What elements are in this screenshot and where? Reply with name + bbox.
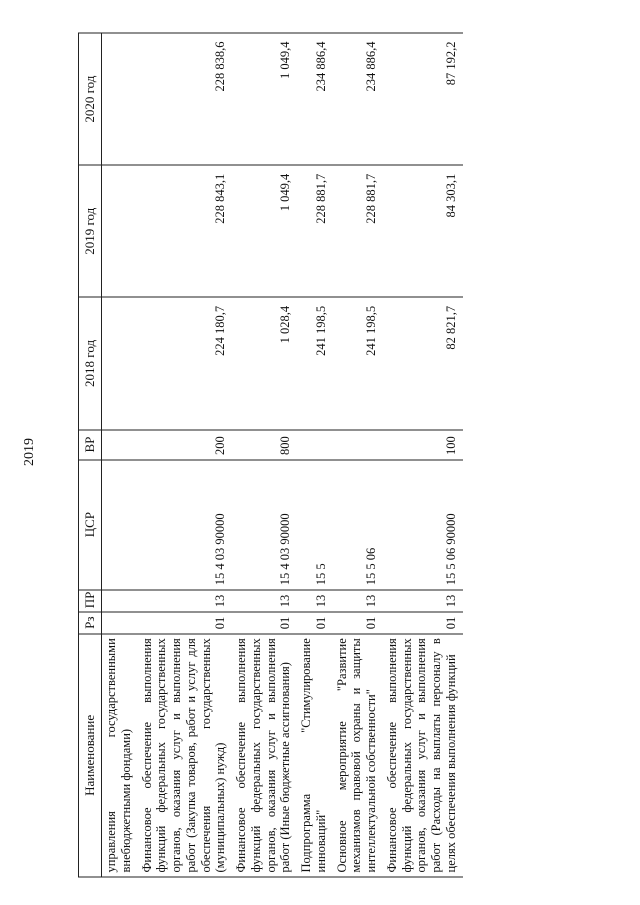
row-2018: 1 028,4	[232, 297, 297, 429]
header-csr: ЦСР	[79, 460, 102, 590]
budget-table-container	[78, 33, 606, 878]
row-csr: 15 5 06	[333, 460, 383, 590]
row-2018: 241 198,5	[297, 297, 333, 429]
row-2020: 228 838,6	[138, 33, 233, 165]
row-2019: 84 303,1	[383, 165, 463, 297]
row-rz: 01	[383, 612, 463, 634]
row-rz	[102, 612, 138, 634]
row-name: управления государственными внебюджетными фондами)	[102, 634, 138, 877]
row-rz: 01	[138, 612, 233, 634]
row-pr: 13	[297, 590, 333, 612]
table-row	[333, 33, 383, 877]
row-2020	[102, 33, 138, 165]
row-vr	[102, 430, 138, 460]
table-row	[297, 33, 333, 877]
row-pr	[102, 590, 138, 612]
row-vr: 200	[138, 430, 233, 460]
row-csr: 15 4 03 90000	[232, 460, 297, 590]
row-rz: 01	[297, 612, 333, 634]
header-2018: 2018 год	[79, 297, 102, 429]
header-2019: 2019 год	[79, 165, 102, 297]
row-pr: 13	[383, 590, 463, 612]
row-2018: 241 198,5	[333, 297, 383, 429]
row-pr: 13	[333, 590, 383, 612]
row-vr	[297, 430, 333, 460]
row-vr: 800	[232, 430, 297, 460]
table-header-row	[79, 33, 102, 877]
row-2018: 82 821,7	[383, 297, 463, 429]
row-name: Финансовое обеспечение выполнения функций федеральных государственных органов, оказания услуг и выполнения работ (Иные бюджетные ассигнования)	[232, 634, 297, 877]
row-2019: 228 881,7	[297, 165, 333, 297]
budget-table	[78, 33, 463, 878]
row-2020: 234 886,4	[297, 33, 333, 165]
row-2019: 1 049,4	[232, 165, 297, 297]
header-2020: 2020 год	[79, 33, 102, 165]
row-name: Финансовое обеспечение выполнения функций федеральных государственных органов, оказания услуг и выполнения работ (Закупка товаров, работ и услуг для обеспечения государственных (муниципальных) нужд)	[138, 634, 233, 877]
header-rz: Рз	[79, 612, 102, 634]
row-name: Финансовое обеспечение выполнения функций федеральных государственных органов, оказания услуг и выполнения работ (Расходы на выплаты персоналу в целях обеспечения выполнения функций	[383, 634, 463, 877]
row-2018	[102, 297, 138, 429]
row-2018: 224 180,7	[138, 297, 233, 429]
row-2019: 228 881,7	[333, 165, 383, 297]
row-2019: 228 843,1	[138, 165, 233, 297]
table-row	[138, 33, 233, 877]
row-2020: 87 192,2	[383, 33, 463, 165]
row-csr: 15 5	[297, 460, 333, 590]
header-name: Наименование	[79, 634, 102, 877]
table-row	[102, 33, 138, 877]
page-number: 2019	[22, 438, 37, 466]
row-2019	[102, 165, 138, 297]
table-row	[383, 33, 463, 877]
row-2020: 1 049,4	[232, 33, 297, 165]
row-csr: 15 4 03 90000	[138, 460, 233, 590]
row-pr: 13	[232, 590, 297, 612]
row-vr	[333, 430, 383, 460]
row-name: Основное мероприятие "Развитие механизмов правовой охраны и защиты интеллектуальной собственности"	[333, 634, 383, 877]
row-vr: 100	[383, 430, 463, 460]
header-pr: ПР	[79, 590, 102, 612]
row-rz: 01	[232, 612, 297, 634]
row-name: Подпрограмма "Стимулирование инноваций"	[297, 634, 333, 877]
row-pr: 13	[138, 590, 233, 612]
row-csr	[102, 460, 138, 590]
header-vr: ВР	[79, 430, 102, 460]
row-2020: 234 886,4	[333, 33, 383, 165]
row-csr: 15 5 06 90000	[383, 460, 463, 590]
row-rz: 01	[333, 612, 383, 634]
table-row	[232, 33, 297, 877]
